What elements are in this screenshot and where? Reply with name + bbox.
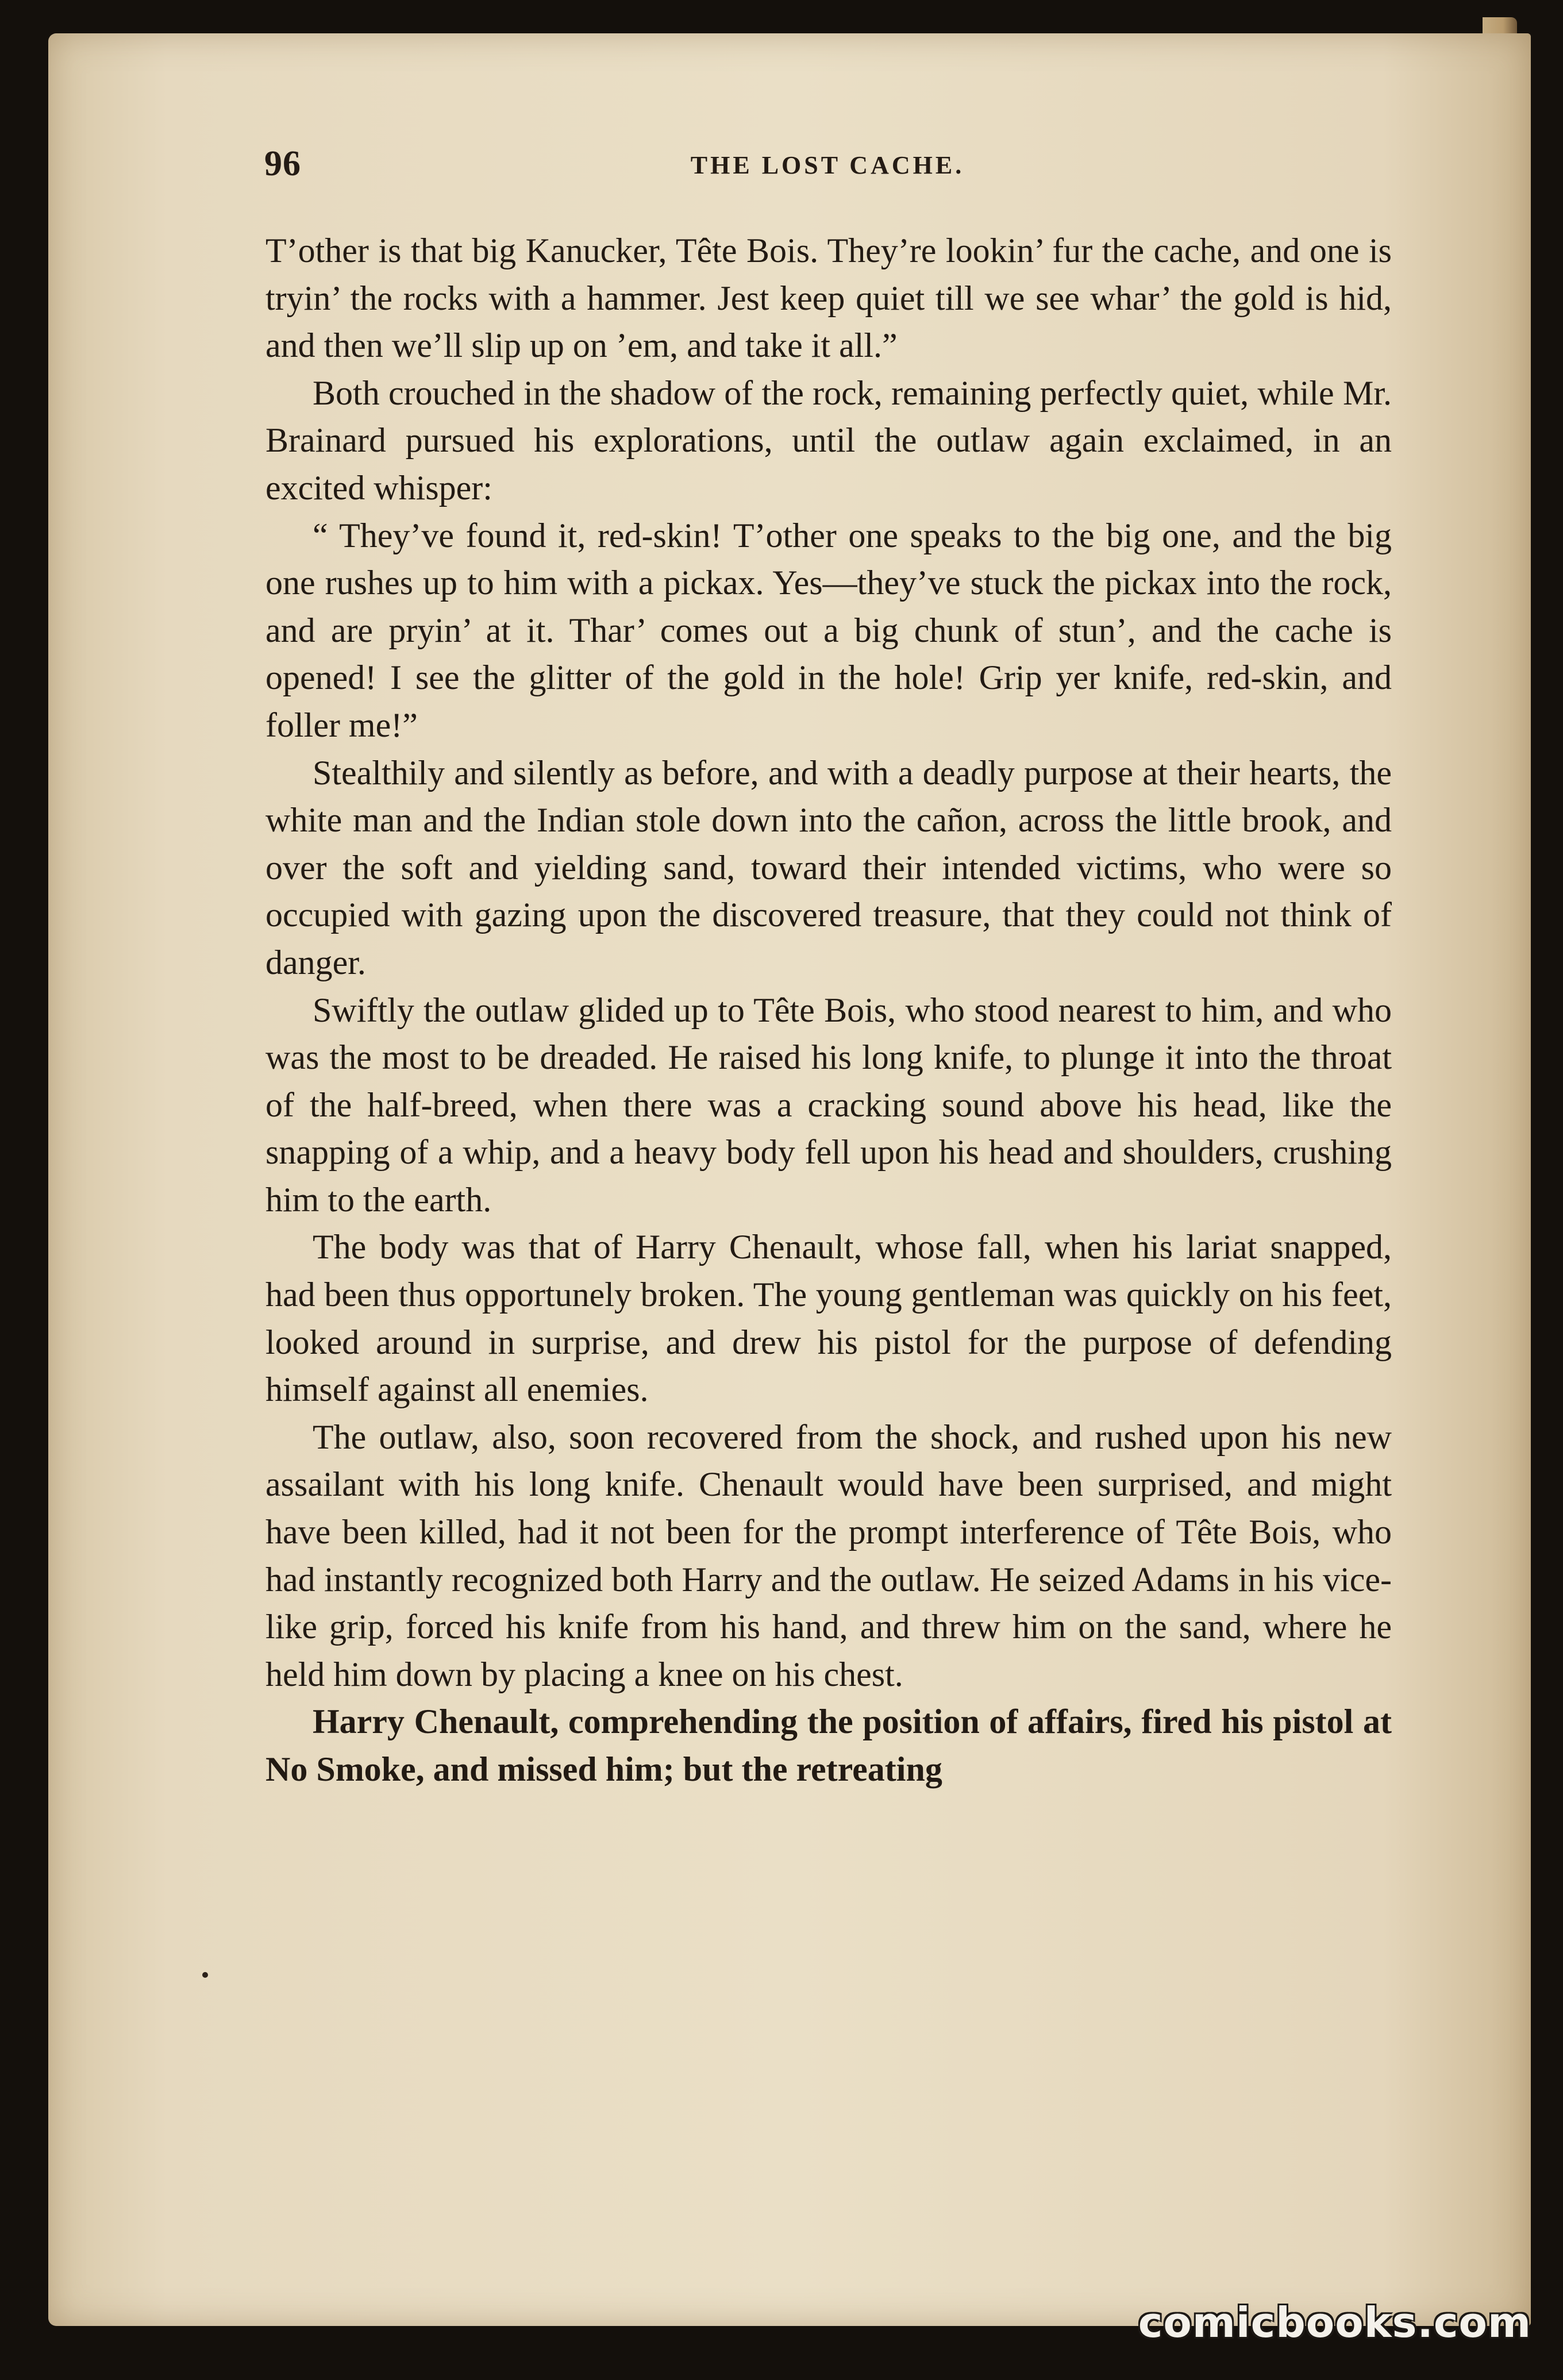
margin-mark — [202, 1972, 208, 1978]
running-title: THE LOST CACHE. — [690, 151, 965, 179]
paragraph: Swiftly the outlaw glided up to Tête Bois, who stood nearest to him, and who was the most to be dreaded. He raised his long knife, to plunge it into the throat of the half-breed, when there was a cracking sound above his head, like the snapping of a whip, and a heavy body fell upon his head and shoulders, crushing him to the earth. — [265, 991, 1392, 1219]
paragraph: T’other is that big Kanucker, Tête Bois. They’re lookin’ fur the cache, and one is tryin’ the rocks with a hammer. Jest keep quiet till we see whar’ the gold is hid, and then we’ll slip up on ’em, and take it all.” — [265, 232, 1392, 365]
watermark-logo: comicbooks.com — [1138, 2298, 1531, 2347]
paragraph: Both crouched in the shadow of the rock, remaining perfectly quiet, while Mr. Brainard pursued his explorations, until the outlaw again exclaimed, in an excited whisper: — [265, 373, 1392, 507]
paragraph: Stealthily and silently as before, and with a deadly purpose at their hearts, the white man and the Indian stole down into the cañon, across the little brook, and over the soft and yielding sand, toward their intended victims, who were so occupied with gazing upon the discovered treasure, that they could not think of danger. — [265, 753, 1392, 981]
paragraph: The body was that of Harry Chenault, whose fall, when his lariat snapped, had been thus opportunely broken. The young gentleman was quickly on his feet, looked around in surprise, and drew his pistol for the purpose of defending himself against all enemies. — [265, 1228, 1392, 1409]
body-text — [265, 227, 1392, 1793]
page-number: 96 — [264, 144, 301, 183]
paragraph: Harry Chenault, comprehending the position of affairs, fired his pistol at No Smoke, and missed him; but the retreating — [265, 1703, 1392, 1788]
page-header — [264, 144, 1391, 190]
paragraph: “ They’ve found it, red-skin! T’other one speaks to the big one, and the big one rushes up to him with a pickax. Yes—they’ve stuck the pickax into the rock, and are pryin’ at it. Thar’ comes out a big chunk of stun’, and the cache is opened! I see the glitter of the gold in the hole! Grip yer knife, red-skin, and foller me!” — [265, 516, 1392, 744]
paragraph: The outlaw, also, soon recovered from the shock, and rushed upon his new assailant with his long knife. Chenault would have been surprised, and might have been killed, had it not been for the prompt interference of Tête Bois, who had instantly recognized both Harry and the outlaw. He seized Adams in his vice-like grip, forced his knife from his hand, and threw him on the sand, where he held him down by placing a knee on his chest. — [265, 1418, 1392, 1693]
